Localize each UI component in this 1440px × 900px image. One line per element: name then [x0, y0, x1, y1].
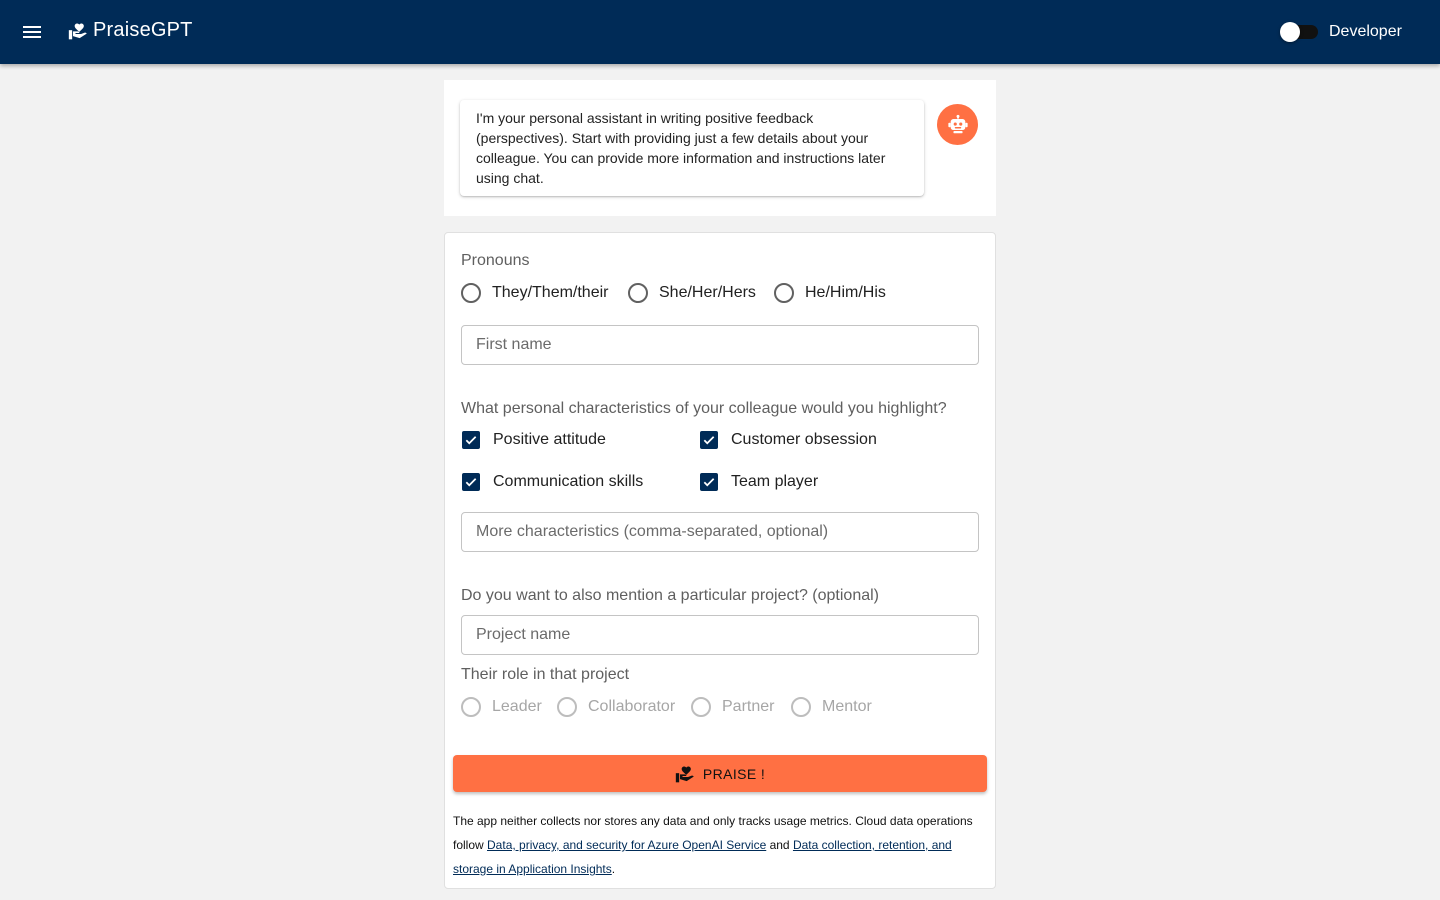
role-mentor-radio — [791, 697, 872, 717]
role-leader-radio — [461, 697, 542, 717]
menu-icon[interactable] — [20, 20, 44, 44]
assistant-avatar — [937, 104, 978, 145]
more-characteristics-field[interactable] — [461, 512, 979, 552]
checkbox-communication-skills[interactable] — [462, 473, 643, 491]
praise-button-label: PRAISE ! — [702, 765, 766, 782]
checkmark-icon[interactable] — [700, 431, 718, 449]
app-bar — [0, 0, 1440, 64]
role-leader-label: Leader — [492, 698, 542, 715]
pronouns-label: Pronouns — [461, 252, 530, 269]
app-brand — [68, 19, 193, 42]
helping-hand-heart-icon — [675, 764, 695, 784]
radio-circle — [791, 697, 811, 717]
team-player-label: Team player — [731, 473, 819, 490]
developer-switch[interactable] — [1278, 20, 1318, 44]
disclaimer-text-2: and — [766, 838, 793, 852]
radio-circle — [557, 697, 577, 717]
developer-toggle[interactable] — [1278, 20, 1402, 44]
role-partner-radio — [691, 697, 774, 717]
characteristics-label: What personal characteristics of your colleague would you highlight? — [461, 400, 947, 417]
pronoun-he-radio[interactable] — [774, 283, 886, 303]
first-name-field[interactable] — [461, 325, 979, 365]
role-partner-label: Partner — [722, 698, 775, 715]
radio-circle[interactable] — [774, 283, 794, 303]
helping-hand-heart-icon — [68, 21, 88, 41]
privacy-disclaimer — [453, 809, 983, 881]
radio-circle — [461, 697, 481, 717]
checkbox-team-player[interactable] — [700, 473, 818, 491]
assistant-card — [444, 80, 996, 216]
developer-label: Developer — [1329, 23, 1402, 40]
positive-attitude-label: Positive attitude — [493, 431, 606, 448]
azure-openai-privacy-link[interactable]: Data, privacy, and security for Azure OpenAI Service — [487, 838, 767, 852]
disclaimer-text-3: . — [611, 862, 616, 876]
robot-icon — [947, 114, 969, 136]
radio-circle[interactable] — [628, 283, 648, 303]
pronoun-she-label: She/Her/Hers — [659, 284, 756, 301]
radio-circle — [691, 697, 711, 717]
project-question-label: Do you want to also mention a particular project? (optional) — [461, 587, 879, 604]
app-title: PraiseGPT — [93, 19, 193, 41]
disclaimer-text-1: The app neither collects nor stores any data and only tracks usage metrics. Cloud data operations follow — [453, 814, 973, 852]
role-collaborator-radio — [557, 697, 675, 717]
feedback-form — [444, 232, 996, 889]
pronoun-they-radio[interactable] — [461, 283, 608, 303]
project-name-field[interactable] — [461, 615, 979, 655]
role-mentor-label: Mentor — [822, 698, 872, 715]
customer-obsession-label: Customer obsession — [731, 431, 877, 448]
communication-skills-label: Communication skills — [493, 473, 644, 490]
role-collaborator-label: Collaborator — [588, 698, 676, 715]
pronoun-she-radio[interactable] — [628, 283, 756, 303]
praise-button[interactable] — [453, 755, 987, 792]
radio-circle[interactable] — [461, 283, 481, 303]
pronoun-he-label: He/Him/His — [805, 284, 886, 301]
checkbox-customer-obsession[interactable] — [700, 431, 877, 449]
assistant-message: I'm your personal assistant in writing positive feedback (perspectives). Start with providing just a few details about your colleague. You can provide more information and instructions later using chat. — [460, 100, 924, 196]
role-label: Their role in that project — [461, 666, 630, 683]
checkbox-positive-attitude[interactable] — [462, 431, 606, 449]
pronoun-they-label: They/Them/their — [492, 284, 609, 301]
checkmark-icon[interactable] — [700, 473, 718, 491]
app-insights-data-link[interactable]: Data collection, retention, and storage in Application Insights — [453, 838, 952, 876]
checkmark-icon[interactable] — [462, 431, 480, 449]
checkmark-icon[interactable] — [462, 473, 480, 491]
